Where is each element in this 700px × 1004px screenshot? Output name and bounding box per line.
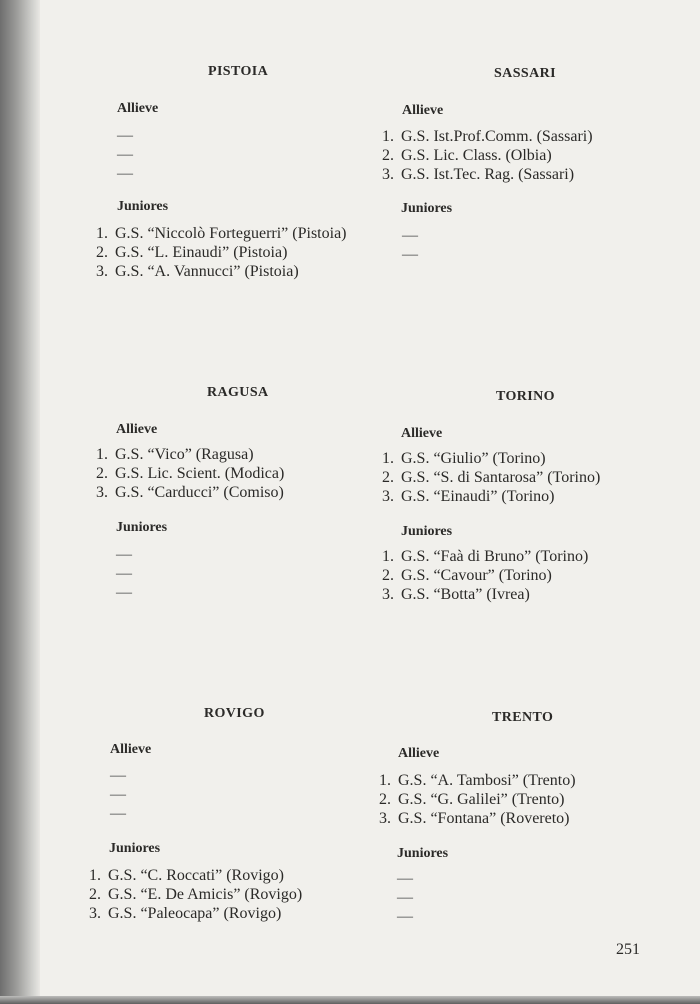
juniores-list <box>85 866 302 923</box>
empty-placeholder: — <box>397 889 414 906</box>
empty-placeholder: — <box>110 786 127 803</box>
category-label: Allieve <box>398 746 440 761</box>
empty-placeholder: — <box>116 584 133 601</box>
juniores-list <box>92 224 347 281</box>
list-item: 1. G.S. “Vico” (Ragusa) <box>96 446 254 463</box>
empty-placeholder: — <box>397 908 414 925</box>
city-heading: RAGUSA <box>207 385 269 400</box>
juniores-list <box>116 545 133 602</box>
list-item: 1. G.S. Ist.Prof.Comm. (Sassari) <box>382 128 593 145</box>
category-label: Allieve <box>402 103 444 118</box>
list-item: 3. G.S. “Carducci” (Comiso) <box>96 484 284 501</box>
category-label: Juniores <box>109 841 161 856</box>
empty-placeholder: — <box>117 146 134 163</box>
category-label: Juniores <box>117 199 169 214</box>
category-label: Juniores <box>401 201 453 216</box>
allieve-list <box>378 127 593 184</box>
allieve-list <box>110 766 127 823</box>
empty-placeholder: — <box>116 565 133 582</box>
allieve-list <box>378 449 600 506</box>
list-item: 3. G.S. “Paleocapa” (Rovigo) <box>89 905 282 922</box>
list-item: 3. G.S. “Einaudi” (Torino) <box>382 488 555 505</box>
list-item: 3. G.S. “Fontana” (Rovereto) <box>379 810 570 827</box>
allieve-list <box>375 771 576 828</box>
juniores-list <box>397 869 414 926</box>
book-gutter <box>0 0 40 1004</box>
page-number: 251 <box>616 941 640 958</box>
list-item: 1. G.S. “A. Tambosi” (Trento) <box>379 772 576 789</box>
list-item: 1. G.S. “Faà di Bruno” (Torino) <box>382 548 589 565</box>
list-item: 2. G.S. “Cavour” (Torino) <box>382 567 552 584</box>
list-item: 2. G.S. “S. di Santarosa” (Torino) <box>382 469 601 486</box>
empty-placeholder: — <box>402 246 419 263</box>
category-label: Juniores <box>401 524 453 539</box>
list-item: 1. G.S. “C. Roccati” (Rovigo) <box>89 867 284 884</box>
list-item: 2. G.S. “L. Einaudi” (Pistoia) <box>96 244 288 261</box>
empty-placeholder: — <box>116 546 133 563</box>
empty-placeholder: — <box>117 165 134 182</box>
category-label: Allieve <box>116 422 158 437</box>
list-item: 1. G.S. “Niccolò Forteguerri” (Pistoia) <box>96 225 347 242</box>
city-heading: SASSARI <box>494 66 556 81</box>
empty-placeholder: — <box>117 127 134 144</box>
juniores-list <box>402 226 419 264</box>
category-label: Allieve <box>110 742 152 757</box>
list-item: 3. G.S. Ist.Tec. Rag. (Sassari) <box>382 166 575 183</box>
empty-placeholder: — <box>397 870 414 887</box>
allieve-list <box>92 445 284 502</box>
category-label: Juniores <box>397 846 449 861</box>
list-item: 3. G.S. “Botta” (Ivrea) <box>382 586 530 603</box>
category-label: Juniores <box>116 520 168 535</box>
empty-placeholder: — <box>402 227 419 244</box>
juniores-list <box>378 547 588 604</box>
list-item: 2. G.S. Lic. Scient. (Modica) <box>96 465 285 482</box>
category-label: Allieve <box>401 426 443 441</box>
list-item: 2. G.S. “E. De Amicis” (Rovigo) <box>89 886 303 903</box>
empty-placeholder: — <box>110 767 127 784</box>
city-heading: TORINO <box>496 389 555 404</box>
empty-placeholder: — <box>110 805 127 822</box>
city-heading: TRENTO <box>492 710 554 725</box>
allieve-list <box>117 126 134 183</box>
list-item: 2. G.S. Lic. Class. (Olbia) <box>382 147 552 164</box>
list-item: 2. G.S. “G. Galilei” (Trento) <box>379 791 565 808</box>
page-bottom-edge <box>0 996 700 1004</box>
list-item: 1. G.S. “Giulio” (Torino) <box>382 450 546 467</box>
city-heading: ROVIGO <box>204 706 265 721</box>
city-heading: PISTOIA <box>208 64 269 79</box>
category-label: Allieve <box>117 101 159 116</box>
list-item: 3. G.S. “A. Vannucci” (Pistoia) <box>96 263 299 280</box>
